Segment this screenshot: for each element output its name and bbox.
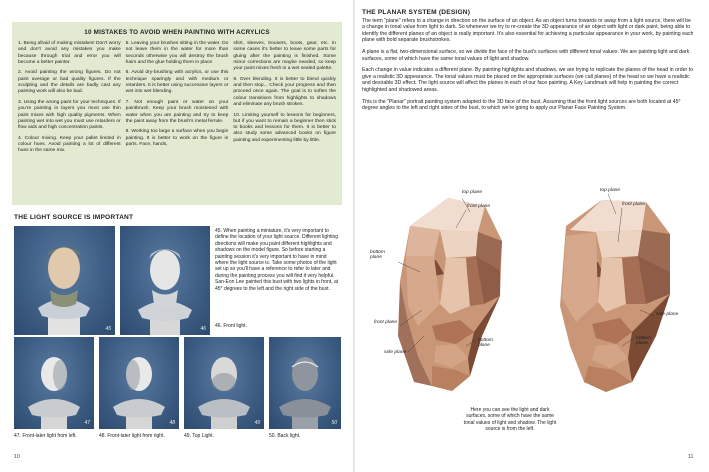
mistake-item: 6. Avoid dry-brushing with acrylics, or use this technique sparingly and with medium or retarders. It is better using successive layers or wet into wet blending.: [125, 70, 229, 95]
mistake-item: 4. Colour mixing. Keep your pallet limited in colour hues. Avoid painting a lot of different hues in the same mix.: [18, 135, 121, 154]
page-number-left: 10: [14, 454, 20, 460]
mistakes-box: [12, 22, 342, 205]
photo-49: [184, 337, 264, 429]
mistakes-columns: [18, 41, 336, 159]
mistakes-column-2: [126, 41, 229, 159]
label-bottom-plane-1: bottom plane: [370, 250, 385, 261]
bust-figure-icon: [120, 226, 210, 335]
label-bottom-plane-2: bottom plane: [478, 338, 493, 349]
planar-paragraph: This is the "Planar" portrait painting system adapted to the 3D face of the bust. Assuming that the front light sources are both located at 45° degree angles to the left and right sides of the bust, to which we're going to apply our Planar Face Painting System.: [362, 98, 681, 112]
mistake-item: 10. Limiting yourself to lessons for beginners, but if you want to remain a beginner then stick to books and lessons for them. It is better to also study some advanced books on figure painting and experimenting little by little.: [233, 112, 337, 143]
mistake-item: 8. Working too large a surface when you begin painting. It is better to work on the figure in parts. Face, hands,: [125, 129, 229, 148]
label-side-plane-1: side plane: [384, 350, 407, 355]
planar-faces-diagram: [370, 186, 695, 406]
mistake-item: 3. Using the wrong paint for your techniques. If you're painting in layers you must use thin paint mixes with high quality pigments. When painting wet into wet you must use retarders or flow aids and high concentration paints.: [18, 99, 121, 131]
label-top-plane-2: top plane: [600, 188, 621, 193]
mistake-item: 5. Leaving your brushes sitting in the water. Do not leave them in the water for more than seconds otherwise you will destroy the brush hairs and the glue holding them in place.: [125, 41, 229, 65]
bust-figure-icon: [14, 226, 115, 335]
photo-number: 47: [84, 420, 90, 426]
mistakes-column-1: [18, 41, 121, 159]
bust-figure-icon: [269, 337, 341, 429]
right-page: [354, 0, 709, 472]
planar-head-illustration: [370, 186, 695, 406]
label-front-plane-2: front plane: [374, 320, 398, 325]
photo-45-note: 45. When painting a miniature, it's very important to define the location of your light source. Different lighting directions will make you paint different highlights and shadows on the model figure. So before starting a painting session it's very important to have in mind where the light source is. Take some photos of the light set up so you'll have a reference to refer to later and during the painting process you will find it very helpful. San-Eon Lee painted this bust with two lights in front, at 45° degrees to the left and the right side of the bust.: [215, 228, 339, 292]
photo-number: 48: [169, 420, 175, 426]
photo-50: [269, 337, 341, 429]
planar-paragraph: Each change in value indicates a different plane. By painting highlights and shadows, we are trying to replicate the planes of the head in order to give a realistic 3D appearance. The tonal values must be placed on the appropriate surfaces (we call planes) of the head so we have a realistic and desirable 3D effect. The light source will affect the planes in each of our face painting. A Key Landmark will help in painting the correct highlighted and shadowed areas.: [362, 67, 693, 93]
bust-figure-icon: [14, 337, 94, 429]
mistake-item: 7. Not enough paint or water on your paintbrush. Keep your brush moistened with water when you are painting and try to keep the paint away from the brush's metal ferrule.: [125, 99, 229, 124]
label-front-plane-3: front plane: [622, 202, 646, 207]
photo-number: 46: [200, 326, 206, 332]
caption-48: 48. Front-later light from right.: [99, 433, 165, 439]
light-section-title: THE LIGHT SOURCE IS IMPORTANT: [14, 214, 134, 221]
planar-section-title: THE PLANAR SYSTEM (DESIGN): [362, 9, 471, 16]
caption-47: 47. Front-later light from left.: [14, 433, 77, 439]
left-page: [0, 0, 354, 472]
label-top-plane-1: top plane: [462, 190, 483, 195]
label-bottom-plane-3: bottom plane: [636, 336, 651, 347]
planar-paragraph: A plane is a flat, two-dimensional surface, so we divide the face of the bust's surfaces with different tonal values. We are painting light and dark surfaces, some of which have the same tonal values of light and shadow.: [362, 48, 690, 62]
mistake-item: 2. Avoid painting the wrong figures. Do not paint average or bad quality figures. If the sculpting and the details are badly cast any painting work will also be bad.: [18, 70, 121, 95]
mistakes-column-3: [233, 41, 336, 159]
photo-number: 49: [254, 420, 260, 426]
photo-47: [14, 337, 94, 429]
photo-number: 45: [105, 326, 111, 332]
label-front-plane-1: front plane: [467, 204, 491, 209]
photo-48: [99, 337, 179, 429]
planar-head-front: [398, 198, 502, 391]
bust-figure-icon: [99, 337, 179, 429]
mistakes-box-title: 10 MISTAKES TO AVOID WHEN PAINTING WITH ACRYLICS: [84, 29, 270, 36]
page-number-right: 11: [688, 454, 694, 460]
caption-49: 49. Top Light.: [184, 433, 214, 439]
photo-number: 50: [331, 420, 337, 426]
label-side-plane-2: side plane: [656, 312, 679, 317]
photo-45: [14, 226, 115, 335]
mistake-item: 9. Over blending. It is better to blend quickly and then stop... Check your progress and then proceed once again. The goal is to soften the colour transitions from highlights to shadows and eliminate any brush strokes.: [233, 76, 337, 107]
mistake-item: 1. Being afraid of making mistakes! Don't worry and don't avoid any mistakes you make because through trial and error you will become a better painter.: [18, 41, 121, 65]
caption-46: 46. Front light.: [215, 323, 247, 329]
planar-paragraph: The term "plane" refers to a change in direction on the surface of an object. As an object turns towards or away from a light source, there will be a change in tonal value from light to dark. So whenever we try to re-create the 3D appearance of an object with light or dark paint, being able to identify the different planes of an object is really important. It's also essential for achieving a particular appearance in your work, by painting each plane with bold separate brushstrokes.: [362, 17, 694, 44]
caption-50: 50. Back light.: [269, 433, 301, 439]
mistake-item: shirt, sleeves, trousers, boots, gear, etc. In some cases it's better to leave some parts for gluing after the painting is finished. Some minor corrections are maybe needed, so keep your paint mixes fresh in a wet sealed palette.: [233, 41, 337, 72]
photo-46: [120, 226, 210, 335]
bust-figure-icon: [184, 337, 264, 429]
faces-caption: Here you can see the light and dark surfaces, some of which have the same tonal values of light and shadow. The light source is from the left.: [463, 407, 557, 432]
planar-head-three-quarter: [560, 200, 670, 392]
planar-text: [362, 10, 694, 117]
